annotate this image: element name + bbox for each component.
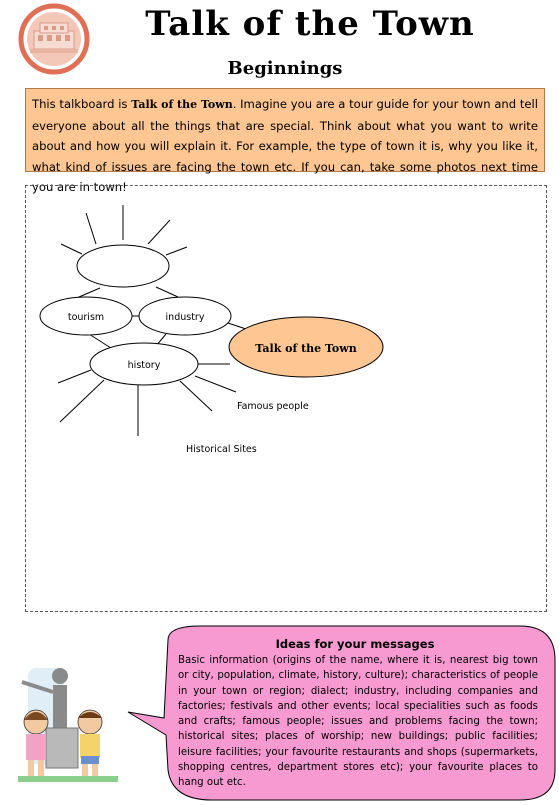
node-tourism-label: tourism xyxy=(67,312,105,323)
spoke-line xyxy=(180,381,212,411)
spoke-line xyxy=(148,220,170,244)
historical-sites-label: Historical Sites xyxy=(186,444,257,455)
ideas-title: Ideas for your messages xyxy=(275,637,435,651)
intro-text-end: . Imagine you are a tour guide for your town and tell everyone about all the things that are special. Think about what you want to write about and how you will explain it. For example, the type of town it is, why you like it, what kind of issues are facing the town etc. If you can, take some photos next time you are in town! xyxy=(32,97,538,194)
page-subtitle: Beginnings xyxy=(227,58,343,79)
spoke-line xyxy=(166,247,187,255)
spoke-line xyxy=(195,376,236,392)
intro-text-start: This talkboard is xyxy=(32,97,132,111)
center-node-label: Talk of the Town xyxy=(255,342,357,355)
children-statue-illustration xyxy=(18,668,118,782)
spoke-line xyxy=(60,380,104,422)
spoke-line xyxy=(58,370,91,383)
empty-node xyxy=(77,245,169,287)
connector-line xyxy=(156,287,178,297)
spoke-line xyxy=(61,244,82,254)
spoke-line xyxy=(86,213,96,244)
intro-board-name: Talk of the Town xyxy=(131,98,233,111)
page-title: Talk of the Town xyxy=(145,4,475,44)
famous-people-label: Famous people xyxy=(237,401,309,412)
ideas-body: Basic information (origins of the name, where it is, nearest big town or city, population, climate, history, culture); characteristics of people in your town or region; dialect; industry, including companies and factories; festivals and other events; local specialities such as foods and crafts; famous people; issues and problems facing the town; historical sites; places of worship; new buildings; public facilities; leisure facilities; your favourite restaurants and shops (supermarkets, shopping centres, department stores etc); your favourite places to hang out etc. xyxy=(178,655,538,789)
node-history-label: history xyxy=(127,360,161,371)
node-industry-label: industry xyxy=(165,312,205,323)
